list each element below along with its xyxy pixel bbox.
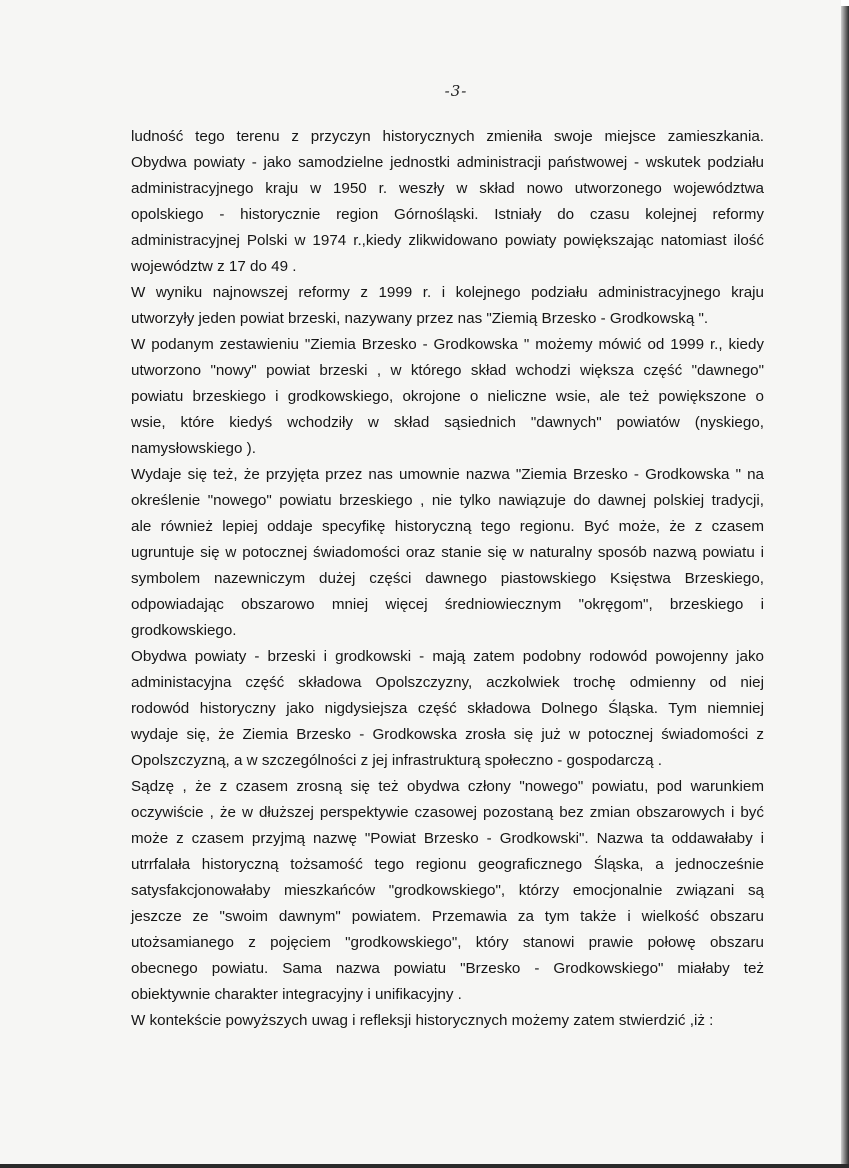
paragraph: [131, 1008, 764, 1034]
text-line: grodkowskiego.: [131, 622, 237, 639]
text-line: utworzyły jeden powiat brzeski, nazywany przez nas "Ziemią Brzesko - Grodkowską ".: [131, 310, 709, 327]
text-line: satysfakcjonowałaby mieszkańców "grodkowskiego", którzy emocjonalnie związani są: [131, 882, 764, 899]
text-line: utrrfalała historyczną tożsamość tego regionu geograficznego Śląska, a jednocześnie: [131, 856, 764, 873]
text-line: określenie "nowego" powiatu brzeskiego , nie tylko nawiązuje do dawnej polskiej tradycji,: [131, 492, 764, 509]
scan-corner-mark: [841, 0, 849, 6]
text-line: administracyjnej Polski w 1974 r.,kiedy zlikwidowano powiaty powiększając natomiast ilość: [131, 232, 764, 249]
text-line: obiektywnie charakter integracyjny i unifikacyjny .: [131, 986, 462, 1003]
text-line: W wyniku najnowszej reformy z 1999 r. i kolejnego podziału administracyjnego kraju: [131, 284, 764, 301]
text-line: rodowód historyczny jako nigdysiejsza część składowa Dolnego Śląska. Tym niemniej: [131, 700, 764, 717]
text-line: W podanym zestawieniu "Ziemia Brzesko - Grodkowska " możemy mówić od 1999 r., kiedy: [131, 336, 764, 353]
paragraph: [131, 280, 764, 332]
text-line: symbolem nazewniczym dużej części dawnego piastowskiego Księstwa Brzeskiego,: [131, 570, 764, 587]
text-line: opolskiego - historycznie region Górnośląski. Istniały do czasu kolejnej reformy: [131, 206, 764, 223]
text-line: powiatu brzeskiego i grodkowskiego, okrojone o nieliczne wsie, ale też powiększone o: [131, 388, 764, 405]
text-line: odpowiadając obszarowo mniej więcej średniowiecznym "okręgom", brzeskiego i: [131, 596, 764, 613]
text-line: namysłowskiego ).: [131, 440, 256, 457]
text-line: jeszcze ze "swoim dawnym" powiatem. Przemawia za tym także i wielkość obszaru: [131, 908, 764, 925]
text-line: ale również lepiej oddaje specyfikę historyczną tego regionu. Być może, że z czasem: [131, 518, 764, 535]
text-line: oczywiście , że w dłuższej perspektywie czasowej pozostaną bez zmian obszarowych i być: [131, 804, 764, 821]
text-line: W kontekście powyższych uwag i refleksji historycznych możemy zatem stwierdzić ,iż :: [131, 1012, 714, 1029]
text-line: administracyjnego kraju w 1950 r. weszły w skład nowo utworzonego województwa: [131, 180, 764, 197]
text-line: może z czasem przyjmą nazwę "Powiat Brzesko - Grodkowski". Nazwa ta oddawałaby i: [131, 830, 764, 847]
text-line: wydaje się, że Ziemia Brzesko - Grodkowska zrosła się już w potocznej świadomości z: [131, 726, 764, 743]
text-line: Sądzę , że z czasem zrosną się też obydwa człony "nowego" powiatu, pod warunkiem: [131, 778, 764, 795]
text-line: Wydaje się też, że przyjęta przez nas umownie nazwa "Ziemia Brzesko - Grodkowska " na: [131, 466, 764, 483]
paragraph: [131, 332, 764, 462]
paragraph: [131, 644, 764, 774]
text-line: utożsamianego z pojęciem "grodkowskiego", który stanowi prawie połowę obszaru: [131, 934, 764, 951]
text-line: ugruntuje się w potocznej świadomości oraz stanie się w naturalny sposób nazwą powiatu i: [131, 544, 764, 561]
scan-edge-bottom: [0, 1164, 849, 1168]
page-number: -3-: [444, 82, 468, 100]
text-line: Obydwa powiaty - jako samodzielne jednostki administracji państwowej - wskutek podziału: [131, 154, 764, 171]
paragraph: [131, 462, 764, 644]
scan-edge-right: [841, 0, 849, 1168]
text-line: województw z 17 do 49 .: [131, 258, 297, 275]
paragraph: [131, 774, 764, 1008]
text-line: Opolszczyzną, a w szczególności z jej infrastrukturą społeczno - gospodarczą .: [131, 752, 662, 769]
text-line: wsie, które kiedyś wchodziły w skład sąsiednich "dawnych" powiatów (nyskiego,: [131, 414, 764, 431]
paragraph: [131, 124, 764, 280]
text-line: Obydwa powiaty - brzeski i grodkowski - mają zatem podobny rodowód powojenny jako: [131, 648, 764, 665]
text-line: administacyjna część składowa Opolszczyzny, aczkolwiek trochę odmienny od niej: [131, 674, 764, 691]
text-line: obecnego powiatu. Sama nazwa powiatu "Brzesko - Grodkowskiego" miałaby też: [131, 960, 764, 977]
text-line: utworzono "nowy" powiat brzeski , w którego skład wchodzi większa część "dawnego": [131, 362, 764, 379]
document-body: [131, 124, 764, 1034]
text-line: ludność tego terenu z przyczyn historycznych zmieniła swoje miejsce zamieszkania.: [131, 128, 764, 145]
